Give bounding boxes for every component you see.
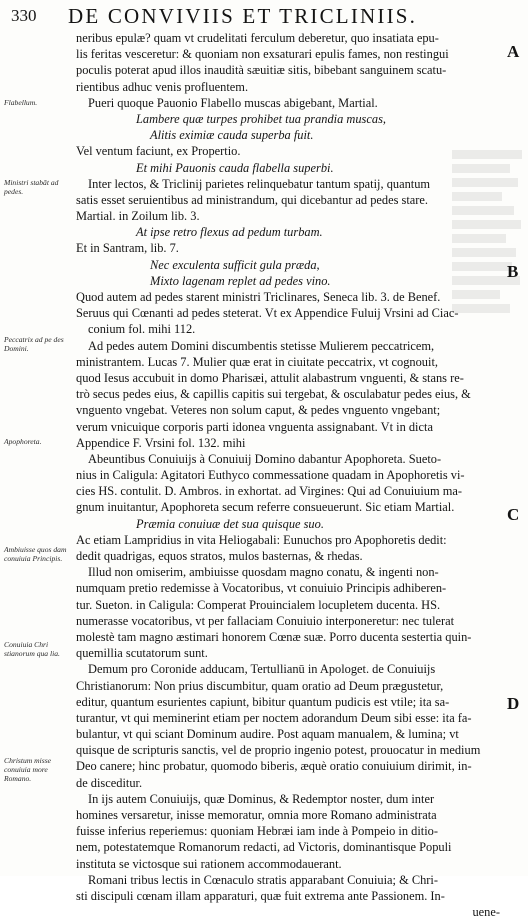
text-line: quisque de scripturis sanctis, vel de proprio ingenio potest, prouocatur in medium [76,743,481,758]
text-line: Pueri quoque Pauonio Flabello muscas abigebant, Martial. [88,95,378,110]
text-line: conium fol. mihi 112. [88,322,196,337]
text-line: turantur, vt qui meminerint etiam per noctem adorandum Deum sibi esse: ita fa- [76,710,472,725]
verse-line: Et mihi Pauonis cauda flabella superbi. [136,160,334,175]
text-line: Illud non omiserim, ambiuisse quosdam magno conatu, & ingenti non- [88,565,439,580]
verse-line: Mixto lagenam replet ad pedes vino. [150,273,331,288]
text-line: Abeuntibus Conuiuijs à Conuiuij Domino dabantur Apophoreta. Sueto- [88,451,442,466]
body-text [76,30,500,920]
text-line: lis feritas vesceretur: & quoniam non exsaturari epulis fames, non restingui [76,47,449,62]
text-line: cies HS. contulit. D. Ambros. in exhortat. ad Virgines: Qui ad Conuiuium ma- [76,484,462,499]
text-line: nem, potestatemque Romanorum redacti, ad Victoris, dominantisque Populi [76,840,452,855]
margin-note: Apophoreta. [4,437,42,446]
text-line: vnguento vngebat. Veteres non solum caput, & pedes vnguento vngebant; [76,403,441,418]
text-line: Demum pro Coronide adducam, Tertullianū in Apologet. de Conuiuijs [88,662,436,677]
text-line: numerasse vocatoribus, vt per fallaciam Conuiuio interponeretur: nec tulerat [76,613,455,628]
text-line: Martial. in Zoilum lib. 3. [76,209,200,224]
text-line: nius in Caligula: Agitatori Euthyco commessatione quadam in Apophoretis vi- [76,468,465,483]
text-line: Christianorum: Non prius discumbitur, quam oratio ad Deum prægustetur, [76,678,444,693]
text-line: tur. Sueton. in Caligula: Comperat Prouincialem locupletem ducenta. HS. [76,597,441,612]
text-line: bulantur, vt qui sciant Dominum audire. Post aquam manualem, & lumina; vt [76,727,459,742]
text-line: neribus epulæ? quam vt crudelitati ferculum deberetur, quo insatiata epu- [76,31,439,45]
text-line: de disceditur. [76,775,143,790]
text-line: rientibus adhuc venis profluentem. [76,79,249,94]
verse-line: At ipse retro flexus ad pedum turbam. [136,225,323,240]
page-number: 330 [11,6,37,25]
text-line: verum vnicuique corporis parti idonea vnguenta assignabant. Vt in dicta [76,419,433,434]
text-line: Inter lectos, & Triclinij parietes relinquebatur tantum spatij, quantum [88,176,431,191]
text-line: homines versaretur, inisse memoratur, omnia more Romano administrata [76,808,437,822]
text-line: Seruus qui Cœnanti ad pedes steterat. Vt ex Appendice Fuluij Vrsini ad Ciac- [76,306,459,321]
verse-line: Alitis eximiæ cauda superba fuit. [150,128,314,143]
text-line: trò secus pedes eius, & capillis capitis sui tergebat, & osculabatur pedes eius, & [76,387,471,402]
text-line: Romani tribus lectis in Cœnaculo stratis apparabant Conuiuia; & Chri- [88,872,438,887]
text-line: In ijs autem Conuiuijs, quæ Dominus, & Redemptor noster, dum inter [88,791,435,806]
text-line: sti discipuli cœnam illam apparaturi, quæ fuit extrema ante Passionem. In- [76,888,445,903]
verse-line: Nec exculenta sufficit gula præda, [150,257,320,272]
text-line: dedit quadrigas, equos stratos, mulos basternas, & rhedas. [76,549,363,563]
margin-letter-c: C [507,505,520,524]
running-head: DE CONVIVIIS ET TRICLINIIS. [68,4,418,28]
text-line: gnum inuitantur, Apophoreta secum referre consueuerunt. Sic etiam Martial. [76,500,455,515]
margin-note: Ambiuisse quos dam conuiuia Principis. [4,545,67,563]
text-line: Ac etiam Lampridius in vita Heliogabali: Eunuchos pro Apophoretis dedit: [76,532,447,547]
text-line: instituta se victosque sui rationem accommodauerant. [76,856,342,871]
text-line: Appendice F. Vrsini fol. 132. mihi [76,435,246,450]
verse-line: Præmia conuiuæ det sua quisque suo. [136,516,324,531]
margin-note: Peccatrix ad pe des Domini. [4,335,64,353]
text-line: Vel ventum faciunt, ex Propertio. [76,144,241,159]
margin-letter-b: B [507,262,519,281]
text-line: numquam pretio redemisse à Vocatoribus, vt conuiuio Principis adhiberen- [76,581,447,596]
catchword: uene- [472,905,500,920]
text-line: molestè tam magno æstimari honorem Cœnæ suæ. Porro ducenta sestertia quin- [76,629,472,644]
text-line: editur, quantum esurientes capiunt, bibitur quantum pudicis est vtile; ita sa- [76,694,450,709]
margin-note: Flabellum. [4,98,38,107]
text-line: ministrantem. Lucas 7. Mulier quæ erat in ciuitate peccatrix, vt cognouit, [76,354,438,369]
text-line: Ad pedes autem Domini discumbentis stetisse Mulierem peccatricem, [88,338,435,353]
margin-letter-d: D [507,694,520,713]
text-line: Deo canere; hinc probatur, quomodo biberis, æquè oratio conuiuium dirimit, in- [76,759,472,774]
text-line: quemillia scutatorum sunt. [76,646,208,661]
text-line: Et in Santram, lib. 7. [76,241,179,256]
text-line: quod Iesus accubuit in domo Pharisæi, attulit alabastrum vnguenti, & stans re- [76,370,464,385]
page-header [0,4,528,30]
verse-line: Lambere quæ turpes prohibet tua prandia muscas, [136,111,386,126]
text-line: fuisse inferius reperiemus: quoniam Hebræi iam inde à Pompeio in ditio- [76,824,439,839]
text-line: satis esset seruientibus ad ministrandum, qui dicebantur ad pedes stare. [76,192,429,207]
text-line: Quod autem ad pedes starent ministri Triclinares, Seneca lib. 3. de Benef. [76,290,441,304]
margin-letter-a: A [507,42,520,61]
margin-note: Christum misse conuiuia more Romano. [4,756,52,783]
margin-note: Conuiuia Chri stianorum qua lia. [4,640,60,658]
margin-note: Ministri stabāt ad pedes. [4,178,59,196]
text-line: poculis poterat apud illos inaudità sæuitiæ sitis, bibebant sanguinem scatu- [76,63,447,78]
